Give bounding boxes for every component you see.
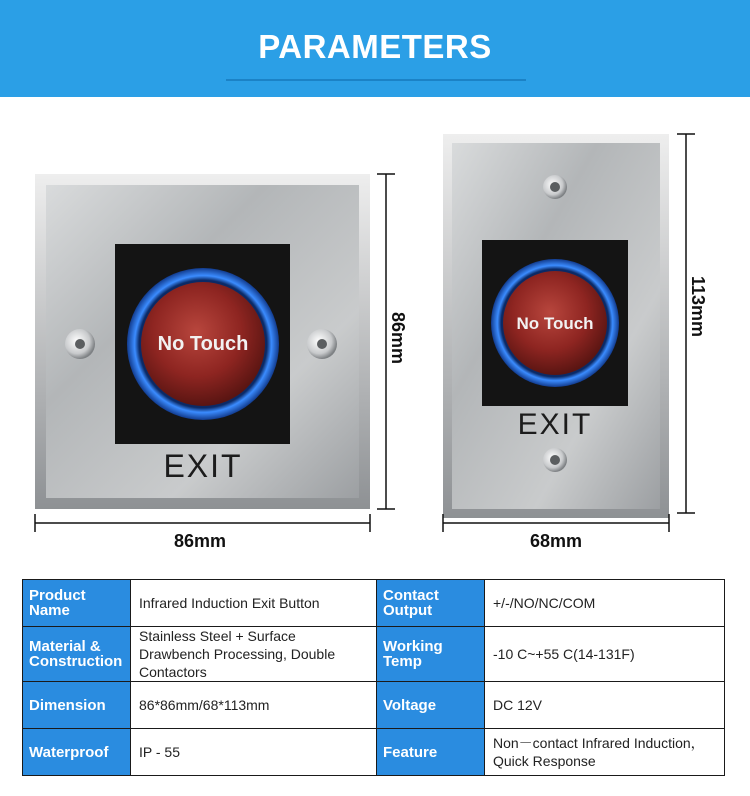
spec-value: Stainless Steel + Surface Drawbench Processing, Double Contactors xyxy=(131,627,377,682)
square-width-label: 86mm xyxy=(173,531,227,551)
spec-value: 86*86mm/68*113mm xyxy=(131,682,377,729)
rect-height-label: 113mm xyxy=(688,276,708,338)
spec-value: IP - 55 xyxy=(131,729,377,776)
square-height-label: 86mm xyxy=(388,312,408,365)
spec-value: -10 C~+55 C(14-131F) xyxy=(485,627,725,682)
spec-key: Waterproof xyxy=(23,729,131,776)
spec-value: Non－contact Infrared Induction，Quick Response xyxy=(485,729,725,776)
spec-key: Material & Construction xyxy=(23,627,131,682)
square-center-label: No Touch xyxy=(157,333,249,355)
spec-key: Working Temp xyxy=(377,627,485,682)
spec-value: DC 12V xyxy=(485,682,725,729)
rect-center-label: No Touch xyxy=(516,314,594,333)
spec-value: Infrared Induction Exit Button xyxy=(131,580,377,627)
page-title: PARAMETERS xyxy=(258,28,492,65)
spec-key: Feature xyxy=(377,729,485,776)
table-row xyxy=(23,580,725,627)
spec-value: +/-/NO/NC/COM xyxy=(485,580,725,627)
spec-table xyxy=(22,579,725,776)
table-row xyxy=(23,627,725,682)
table-row xyxy=(23,682,725,729)
table-row xyxy=(23,729,725,776)
spec-key: Contact Output xyxy=(377,580,485,627)
square-exit-label: EXIT xyxy=(163,448,243,484)
rect-exit-label: EXIT xyxy=(517,408,593,441)
spec-key: Voltage xyxy=(377,682,485,729)
spec-key: Dimension xyxy=(23,682,131,729)
rect-width-label: 68mm xyxy=(529,531,583,551)
spec-key: Product Name xyxy=(23,580,131,627)
